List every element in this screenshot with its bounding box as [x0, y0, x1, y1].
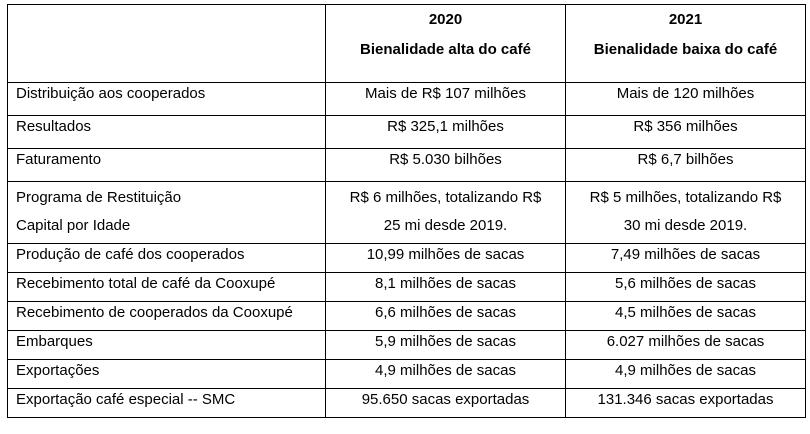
cell-2021-exportacao-especial: 131.346 sacas exportadas — [566, 389, 806, 418]
row-label-resultados: Resultados — [8, 116, 326, 149]
row-label-programa-line2: Capital por Idade — [16, 217, 131, 234]
cell-2020-recebimento-total: 8,1 milhões de sacas — [326, 273, 566, 302]
cell-2020-distribuicao: Mais de R$ 107 milhões — [326, 83, 566, 116]
cell-2020-embarques: 5,9 milhões de sacas — [326, 331, 566, 360]
header-2020-year: 2020 — [428, 11, 463, 28]
cell-2021-programa — [566, 182, 806, 244]
header-2020 — [326, 5, 566, 83]
table-row — [8, 331, 806, 360]
cell-2020-faturamento: R$ 5.030 bilhões — [326, 149, 566, 182]
cell-2021-programa-line2: 30 mi desde 2019. — [623, 217, 748, 234]
table-row — [8, 244, 806, 273]
cell-2021-recebimento-total: 5,6 milhões de sacas — [566, 273, 806, 302]
results-table — [7, 4, 806, 418]
cell-2021-faturamento: R$ 6,7 bilhões — [566, 149, 806, 182]
row-label-producao: Produção de café dos cooperados — [8, 244, 326, 273]
row-label-faturamento: Faturamento — [8, 149, 326, 182]
header-empty-cell — [8, 5, 326, 83]
table-row — [8, 149, 806, 182]
cell-2020-exportacao-especial: 95.650 sacas exportadas — [326, 389, 566, 418]
cell-2020-resultados: R$ 325,1 milhões — [326, 116, 566, 149]
row-label-programa-line1: Programa de Restituição — [16, 189, 182, 206]
header-2021-subtitle: Bienalidade baixa do café — [593, 41, 778, 58]
cell-2021-embarques: 6.027 milhões de sacas — [566, 331, 806, 360]
row-label-recebimento-cooperados: Recebimento de cooperados da Cooxupé — [8, 302, 326, 331]
header-row — [8, 5, 806, 83]
row-label-programa — [8, 182, 326, 244]
cell-2020-programa-line1: R$ 6 milhões, totalizando R$ — [349, 189, 542, 206]
table-row — [8, 83, 806, 116]
row-label-recebimento-total: Recebimento total de café da Cooxupé — [8, 273, 326, 302]
header-2021 — [566, 5, 806, 83]
header-2020-subtitle: Bienalidade alta do café — [360, 41, 531, 58]
cell-2020-exportacoes: 4,9 milhões de sacas — [326, 360, 566, 389]
row-label-embarques: Embarques — [8, 331, 326, 360]
row-label-exportacao-especial: Exportação café especial -- SMC — [8, 389, 326, 418]
table-row — [8, 182, 806, 244]
cell-2021-exportacoes: 4,9 milhões de sacas — [566, 360, 806, 389]
table-row — [8, 273, 806, 302]
cell-2020-recebimento-cooperados: 6,6 milhões de sacas — [326, 302, 566, 331]
row-label-distribuicao: Distribuição aos cooperados — [8, 83, 326, 116]
table-row — [8, 116, 806, 149]
table-row — [8, 389, 806, 418]
header-2021-year: 2021 — [668, 11, 703, 28]
cell-2021-distribuicao: Mais de 120 milhões — [566, 83, 806, 116]
table-row — [8, 360, 806, 389]
cell-2021-recebimento-cooperados: 4,5 milhões de sacas — [566, 302, 806, 331]
row-label-exportacoes: Exportações — [8, 360, 326, 389]
cell-2020-producao: 10,99 milhões de sacas — [326, 244, 566, 273]
cell-2021-programa-line1: R$ 5 milhões, totalizando R$ — [589, 189, 782, 206]
cell-2020-programa-line2: 25 mi desde 2019. — [383, 217, 508, 234]
cell-2020-programa — [326, 182, 566, 244]
cell-2021-producao: 7,49 milhões de sacas — [566, 244, 806, 273]
table-row — [8, 302, 806, 331]
cell-2021-resultados: R$ 356 milhões — [566, 116, 806, 149]
